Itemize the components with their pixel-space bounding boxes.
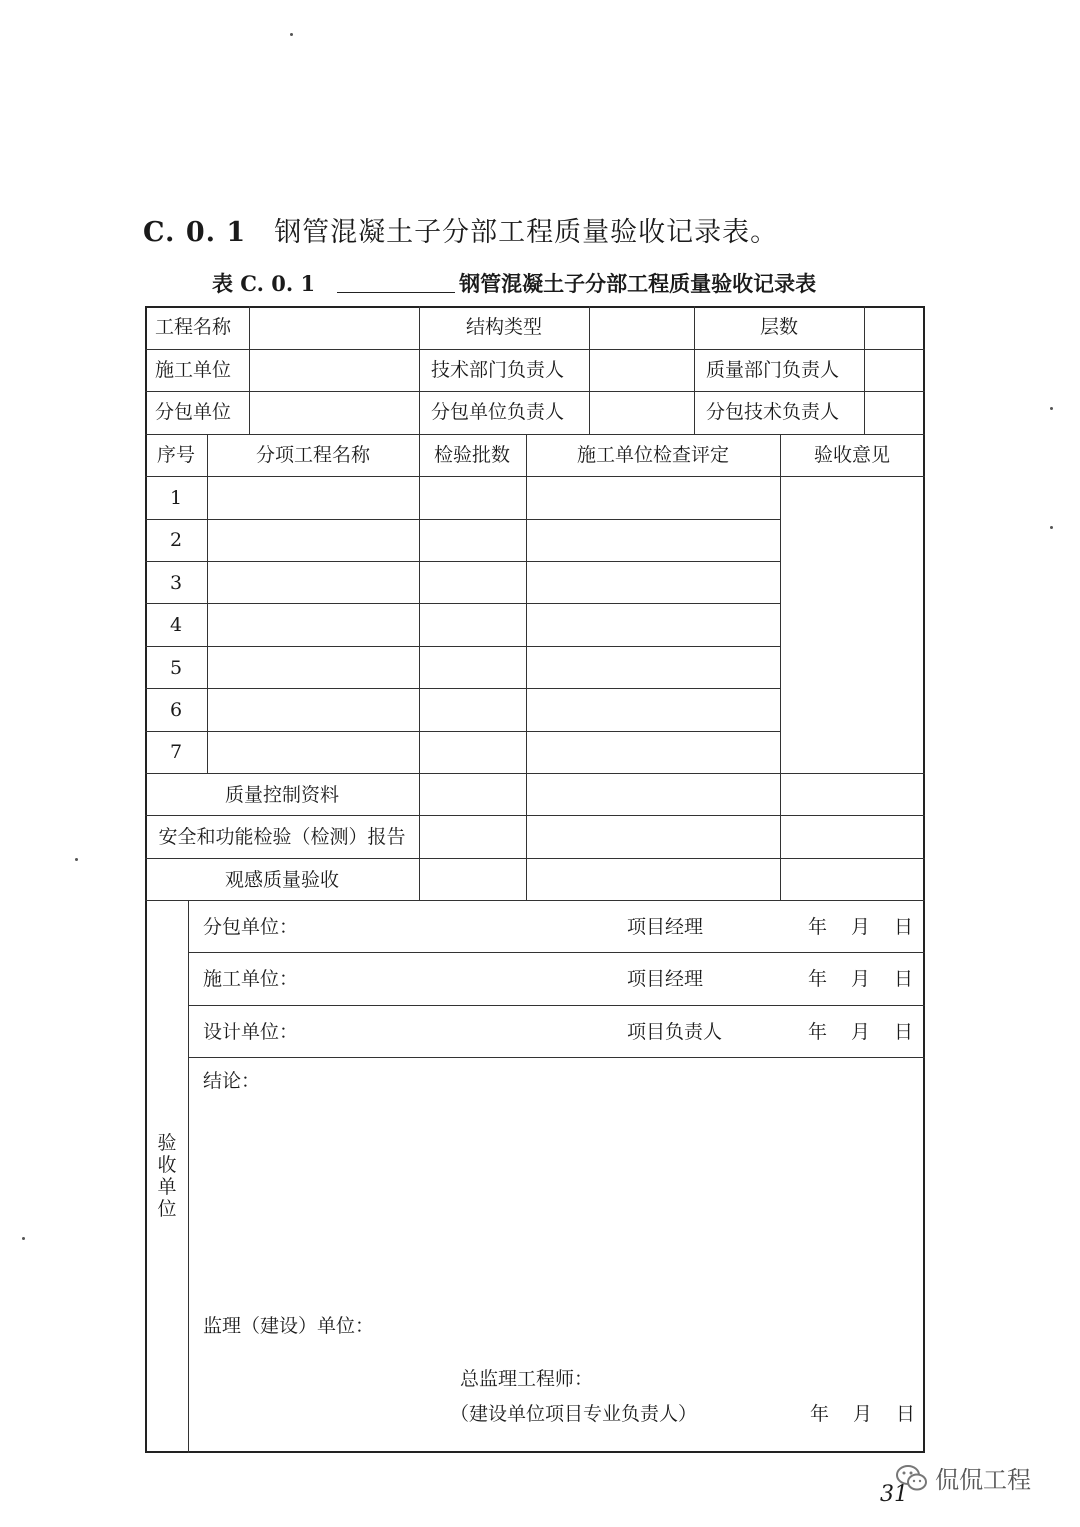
date-month: 月	[851, 968, 871, 990]
row-divider	[145, 900, 925, 901]
signoff-unit: 分包单位：	[203, 916, 299, 938]
signoff-unit: 设计单位：	[203, 1021, 299, 1043]
row-number: 1	[169, 487, 183, 509]
label-floors: 层数	[759, 316, 799, 338]
row-divider	[145, 519, 780, 520]
page-number: 31	[880, 1482, 908, 1507]
row-number: 7	[169, 741, 183, 763]
row-divider	[145, 858, 925, 859]
date-month: 月	[853, 1403, 873, 1425]
row-divider	[145, 561, 780, 562]
table-caption	[212, 268, 816, 298]
acceptance-side-label: 验收单位	[157, 1132, 177, 1220]
owner-rep-label: （建设单位项目专业负责人）	[450, 1403, 698, 1425]
date-day: 日	[896, 1403, 916, 1425]
header-item-name: 分项工程名称	[255, 444, 371, 466]
table-label: 表 C. 0. 1	[212, 271, 316, 296]
row-divider	[145, 603, 780, 604]
watermark-text: 侃侃工程	[935, 1466, 1031, 1494]
date-year: 年	[808, 968, 828, 990]
col-divider	[526, 434, 527, 900]
section-title: 钢管混凝土子分部工程质量验收记录表。	[274, 217, 779, 248]
label-appearance: 观感质量验收	[224, 869, 340, 891]
row-divider	[145, 349, 925, 350]
label-subcontractor: 分包单位	[155, 401, 232, 423]
col-divider	[780, 434, 781, 900]
row-divider	[145, 646, 780, 647]
date-year: 年	[808, 916, 828, 938]
header-opinion: 验收意见	[813, 444, 891, 466]
row-divider	[145, 815, 925, 816]
header-batches: 检验批数	[433, 444, 511, 466]
signoff-role: 项目经理	[627, 968, 704, 990]
row-divider	[188, 952, 925, 953]
col-divider	[589, 306, 590, 434]
date-month: 月	[851, 916, 871, 938]
signoff-role: 项目经理	[627, 916, 704, 938]
header-seq: 序号	[156, 444, 196, 466]
supervisor-unit-label: 监理（建设）单位：	[203, 1315, 375, 1337]
col-divider	[249, 306, 250, 434]
row-divider	[145, 434, 925, 435]
date-day: 日	[894, 916, 914, 938]
row-divider	[145, 773, 925, 774]
scan-speck	[1050, 526, 1053, 529]
scan-speck	[75, 858, 78, 861]
section-number: C. 0. 1	[143, 217, 247, 248]
label-construction-unit: 施工单位	[155, 359, 232, 381]
label-subcontractor-head: 分包单位负责人	[431, 401, 565, 423]
date-day: 日	[894, 968, 914, 990]
row-number: 6	[169, 699, 183, 721]
label-tech-dept-head: 技术部门负责人	[431, 359, 565, 381]
scan-speck	[290, 33, 293, 36]
section-heading	[143, 210, 778, 249]
table-title: 钢管混凝土子分部工程质量验收记录表	[459, 271, 817, 296]
row-divider	[145, 476, 925, 477]
label-safety-reports: 安全和功能检验（检测）报告	[158, 826, 406, 848]
date-month: 月	[851, 1021, 871, 1043]
row-number: 3	[169, 572, 183, 594]
row-divider	[188, 1005, 925, 1006]
row-number: 5	[169, 657, 183, 679]
row-divider	[145, 688, 780, 689]
col-divider	[419, 434, 420, 900]
chief-engineer-label: 总监理工程师：	[460, 1368, 594, 1390]
conclusion-label: 结论：	[203, 1070, 261, 1092]
header-eval: 施工单位检查评定	[576, 444, 730, 466]
col-divider	[207, 434, 208, 773]
row-divider	[145, 391, 925, 392]
signoff-role: 项目负责人	[627, 1021, 723, 1043]
col-divider	[864, 306, 865, 434]
date-day: 日	[894, 1021, 914, 1043]
scan-speck	[22, 1237, 25, 1240]
row-divider	[188, 1057, 925, 1058]
row-number: 2	[169, 529, 183, 551]
label-quality-docs: 质量控制资料	[224, 784, 340, 806]
col-divider	[188, 900, 189, 1453]
label-project-name: 工程名称	[155, 316, 232, 338]
label-quality-dept-head: 质量部门负责人	[706, 359, 840, 381]
label-structure-type: 结构类型	[465, 316, 543, 338]
row-number: 4	[169, 614, 183, 636]
signoff-unit: 施工单位：	[203, 968, 299, 990]
wechat-icon	[895, 1463, 929, 1493]
row-divider	[145, 731, 780, 732]
watermark	[895, 1460, 1031, 1495]
col-divider	[694, 306, 695, 434]
blank-line	[337, 274, 455, 293]
date-year: 年	[808, 1021, 828, 1043]
date-year: 年	[810, 1403, 830, 1425]
scan-speck	[1050, 407, 1053, 410]
label-subcontractor-tech-head: 分包技术负责人	[706, 401, 840, 423]
col-divider	[419, 306, 420, 434]
